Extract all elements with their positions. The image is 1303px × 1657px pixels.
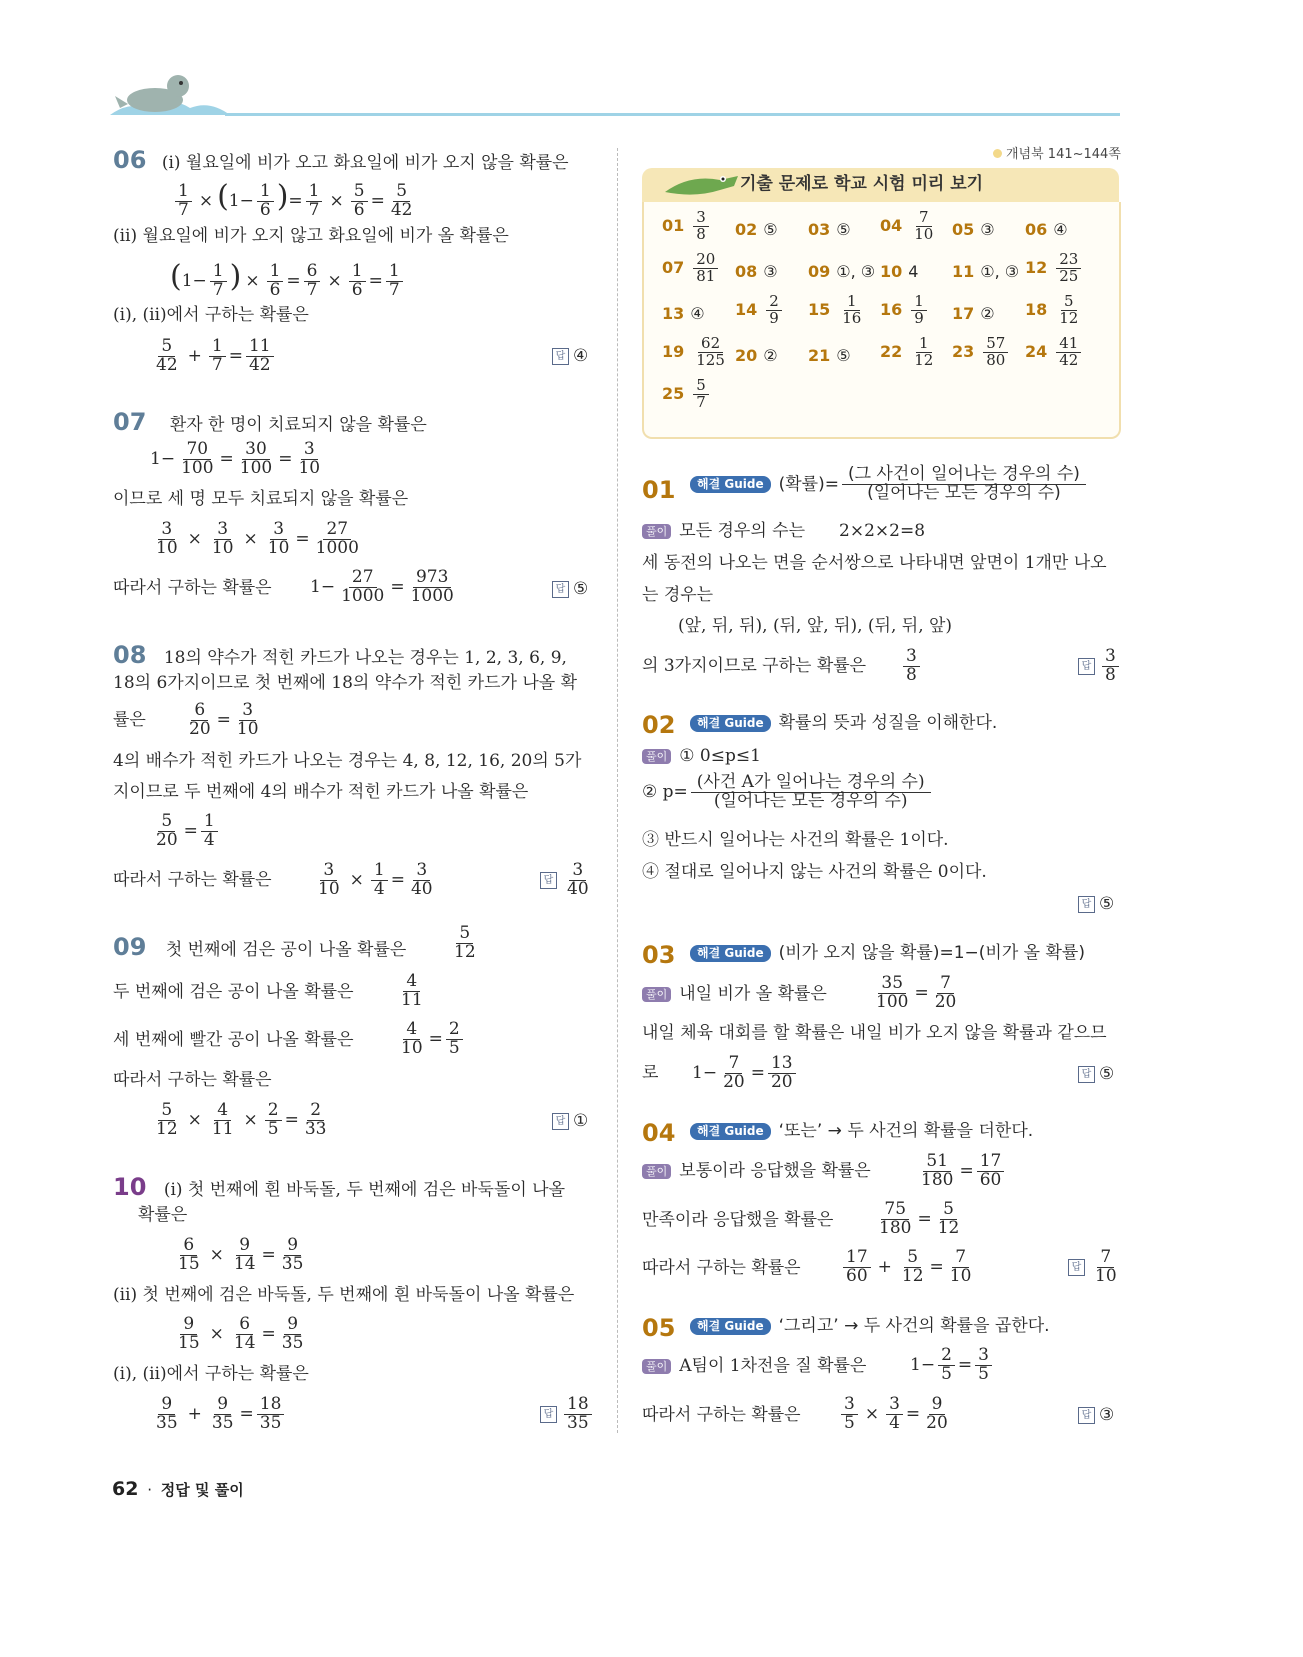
quick-answer-item — [735, 294, 785, 327]
quick-answer-fraction: $\frac{57}{80}$ — [983, 336, 1008, 369]
solution-text: 는 경우는 — [642, 585, 714, 605]
quick-answer-item — [1025, 220, 1068, 240]
answer-10: 답 $\frac{18}{35}$ — [540, 1396, 595, 1433]
quick-answer-number: 13 — [662, 304, 685, 323]
problem-text: 따라서 구하는 확률은 — [113, 578, 272, 598]
problem-text: 따라서 구하는 확률은 — [113, 870, 272, 890]
solution-05: 05 — [642, 1314, 676, 1342]
solution-text: 풀이 ① 0≤p≤1 — [642, 746, 761, 767]
column-divider — [617, 148, 618, 1433]
quick-answer-item — [880, 210, 939, 243]
quick-answer-fraction: $\frac{20}{81}$ — [693, 252, 718, 285]
quick-answer-value: ①, ③ — [836, 262, 876, 281]
problem-text: 률은 — [113, 710, 146, 730]
quick-answer-fraction: $\frac{7}{10}$ — [914, 208, 934, 243]
equation: $\frac{6}{15}$ × $\frac{9}{14}$ = $\frac{9}{35}$ — [178, 1235, 304, 1274]
answer-08: 답 $\frac{3}{40}$ — [540, 862, 595, 899]
header-rule — [225, 113, 1120, 116]
quick-answer-fraction: $\frac{5}{7}$ — [693, 378, 709, 411]
quick-answer-item — [735, 262, 778, 282]
quick-answer-number: 02 — [735, 220, 758, 239]
answer-r05: 답 ③ — [1078, 1405, 1114, 1426]
banner-title: 기출 문제로 학교 시험 미리 보기 — [740, 174, 984, 194]
answer-r01: 답 $\frac{3}{8}$ — [1078, 648, 1122, 685]
solution-text: 따라서 구하는 확률은 — [642, 1258, 801, 1278]
problem-text: (ⅱ) 월요일에 비가 오지 않고 화요일에 비가 올 확률은 — [113, 226, 509, 246]
guide-04: 해결 Guide ‘또는’ → 두 사건의 확률을 더한다. — [690, 1121, 1033, 1142]
quick-answer-number: 11 — [952, 262, 975, 281]
problem-text: 4의 배수가 적힌 카드가 나오는 경우는 4, 8, 12, 16, 20의 5가 — [113, 751, 582, 771]
solution-02: 02 — [642, 711, 676, 739]
quick-answer-number: 14 — [735, 299, 758, 319]
solution-text: 풀이 내일 비가 올 확률은 — [642, 984, 827, 1005]
quick-answer-item — [952, 336, 1011, 369]
quick-answer-item — [952, 304, 995, 324]
solution-text: ② p= $\frac{\text{(사건 A가 일어나는 경우의 수)}}{\text{(일어나는 모든 경우의 수)}}$ — [642, 774, 934, 811]
quick-answer-item — [662, 378, 712, 411]
guide-02: 해결 Guide 확률의 뜻과 성질을 이해한다. — [690, 713, 997, 734]
problem-text: 따라서 구하는 확률은 — [113, 1070, 272, 1090]
quick-answer-number: 10 — [880, 262, 903, 281]
quick-answer-value: ⑤ — [836, 346, 851, 365]
quick-answer-number: 05 — [952, 220, 975, 239]
quick-answer-number: 20 — [735, 346, 758, 365]
quick-answer-fraction: $\frac{1}{16}$ — [842, 292, 862, 327]
problem-09: 09 첫 번째에 검은 공이 나올 확률은 — [113, 933, 407, 961]
quick-answer-number: 08 — [735, 262, 758, 281]
equation: $\frac{4}{10}$ = $\frac{2}{5}$ — [395, 1021, 466, 1058]
seal-mascot-icon — [110, 70, 230, 120]
answer-r02: 답 ⑤ — [1078, 894, 1114, 915]
problem-text: 지이므로 두 번째에 4의 배수가 적힌 카드가 나올 확률은 — [113, 782, 529, 802]
problem-10: 10 (ⅰ) 첫 번째에 흰 바둑돌, 두 번째에 검은 바둑돌이 나올 — [113, 1173, 565, 1201]
quick-answer-item — [808, 262, 875, 282]
quick-answer-number: 15 — [808, 299, 831, 319]
equation: $\frac{6}{20}$ = $\frac{3}{10}$ — [189, 700, 259, 739]
solution-text: (앞, 뒤, 뒤), (뒤, 앞, 뒤), (뒤, 뒤, 앞) — [678, 616, 953, 636]
equation: $\frac{3}{10}$ × $\frac{3}{10}$ × $\frac{3}{10}$ = $\frac{27}{1000}$ — [156, 519, 359, 558]
quick-answer-item — [952, 220, 995, 240]
equation: $\frac{9}{35}$ + $\frac{9}{35}$ = $\frac{18}{35}$ — [150, 1396, 287, 1433]
quick-answer-item — [662, 252, 721, 285]
quick-answer-value: ② — [980, 304, 995, 323]
quick-answer-item — [880, 294, 930, 327]
book-reference: 개념북 141~144쪽 — [993, 147, 1121, 163]
quick-answer-item — [735, 346, 778, 366]
equation: 1− $\frac{70}{100}$ = $\frac{30}{100}$ = $\frac{3}{10}$ — [150, 439, 321, 478]
page-number: 62 — [112, 1478, 139, 1500]
solution-text: 따라서 구하는 확률은 — [642, 1405, 801, 1425]
problem-text: (ⅰ), (ⅱ)에서 구하는 확률은 — [113, 1364, 309, 1384]
quick-answer-number: 07 — [662, 257, 685, 277]
solution-text: 의 3가지이므로 구하는 확률은 — [642, 656, 867, 676]
solution-03: 03 — [642, 941, 676, 969]
quick-answer-fraction: $\frac{2}{9}$ — [766, 294, 782, 327]
equation: (1− $\frac{1}{7}$ ) × $\frac{1}{6}$ = $\frac{6}{7}$ × $\frac{1}{6}$ = $\frac{1}{7}$ — [170, 258, 406, 300]
equation: $\frac{9}{15}$ × $\frac{6}{14}$ = $\frac{9}{35}$ — [178, 1314, 304, 1353]
quick-answer-item — [880, 336, 939, 369]
problem-07: 07 환자 한 명이 치료되지 않을 확률은 — [113, 408, 427, 436]
equation: $\frac{51}{180}$ = $\frac{17}{60}$ — [915, 1153, 1007, 1190]
problem-08: 08 18의 약수가 적힌 카드가 나오는 경우는 1, 2, 3, 6, 9, — [113, 641, 567, 669]
equation: 1− $\frac{2}{5}$ = $\frac{3}{5}$ — [910, 1347, 995, 1384]
problem-text: (ⅰ) 월요일에 비가 오고 화요일에 비가 오지 않을 확률은 — [161, 153, 569, 173]
quick-answer-item — [808, 294, 867, 327]
equation: $\frac{5}{42}$ + $\frac{1}{7}$ = $\frac{11}{42}$ — [150, 338, 277, 375]
quick-answer-number: 12 — [1025, 257, 1048, 277]
solution-text: 로 — [642, 1063, 659, 1083]
quick-answer-number: 03 — [808, 220, 831, 239]
quick-answer-number: 04 — [880, 215, 903, 235]
solution-text: 세 동전의 나오는 면을 순서쌍으로 나타내면 앞면이 1개만 나오 — [642, 553, 1107, 573]
quick-answer-item — [808, 346, 851, 366]
problem-text: 세 번째에 빨간 공이 나올 확률은 — [113, 1030, 354, 1050]
solution-01: 01 — [642, 476, 676, 504]
equation: $\frac{4}{11}$ — [401, 971, 423, 1010]
equation: $\frac{5}{12}$ — [454, 923, 476, 962]
quick-answer-fraction: $\frac{62}{125}$ — [696, 334, 725, 369]
problem-text: 이므로 세 명 모두 치료되지 않을 확률은 — [113, 489, 409, 509]
answer-r04: 답 $\frac{7}{10}$ — [1068, 1249, 1123, 1286]
quick-answer-fraction: $\frac{41}{42}$ — [1056, 336, 1081, 369]
quick-answer-item — [1025, 336, 1084, 369]
quick-answer-number: 06 — [1025, 220, 1048, 239]
answer-07: 답 ⑤ — [552, 579, 588, 600]
solution-text: ④ 절대로 일어나지 않는 사건의 확률은 0이다. — [642, 862, 987, 882]
guide-01: 해결 Guide (확률)= $\frac{\text{(그 사건이 일어나는 경우의 수)}}{\text{(일어나는 모든 경우의 수)}}$ — [690, 466, 1089, 503]
answer-09: 답 ① — [552, 1111, 588, 1132]
quick-answer-number: 18 — [1025, 299, 1048, 319]
footer-label: 정답 및 풀이 — [160, 1481, 244, 1499]
quick-answer-fraction: $\frac{23}{25}$ — [1056, 252, 1081, 285]
solution-text: 풀이 모든 경우의 수는 2×2×2=8 — [642, 521, 925, 542]
quick-answer-number: 22 — [880, 341, 903, 361]
quick-answer-number: 23 — [952, 341, 975, 361]
quick-answer-number: 09 — [808, 262, 831, 281]
answer-06: 답 ④ — [552, 346, 588, 367]
quick-answer-item — [1025, 252, 1084, 285]
quick-answer-value: ② — [763, 346, 778, 365]
quick-answer-value: ①, ③ — [980, 262, 1020, 281]
quick-answer-number: 19 — [662, 341, 685, 361]
quick-answer-fraction: $\frac{1}{12}$ — [914, 334, 934, 369]
solution-04: 04 — [642, 1119, 676, 1147]
quick-answer-value: ④ — [690, 304, 705, 323]
equation: $\frac{3}{8}$ — [900, 648, 923, 685]
solution-text: ③ 반드시 일어나는 사건의 확률은 1이다. — [642, 830, 949, 850]
equation: $\frac{5}{20}$ = $\frac{1}{4}$ — [150, 813, 221, 850]
quick-answer-value: ⑤ — [763, 220, 778, 239]
problem-number: 06 — [113, 146, 147, 174]
guide-05: 해결 Guide ‘그리고’ → 두 사건의 확률을 곱한다. — [690, 1316, 1050, 1337]
answer-r03: 답 ⑤ — [1078, 1064, 1114, 1085]
problem-text: 확률은 — [138, 1205, 188, 1225]
equation: $\frac{3}{5}$ × $\frac{3}{4}$ = $\frac{9}{20}$ — [838, 1396, 954, 1433]
equation: $\frac{5}{12}$ × $\frac{4}{11}$ × $\frac{2}{5}$ = $\frac{2}{33}$ — [156, 1100, 327, 1139]
quick-answer-number: 25 — [662, 383, 685, 403]
quick-answer-item — [952, 262, 1019, 282]
solution-text: 내일 체육 대회를 할 확률은 내일 비가 오지 않을 확률과 같으므 — [642, 1023, 1107, 1043]
quick-answer-item — [662, 304, 705, 324]
problem-text: 18의 6가지이므로 첫 번째에 18의 약수가 적힌 카드가 나올 확 — [113, 673, 577, 693]
footer: 62 · 정답 및 풀이 — [112, 1478, 244, 1500]
problem-text: 두 번째에 검은 공이 나올 확률은 — [113, 982, 354, 1002]
equation: 1− $\frac{7}{20}$ = $\frac{13}{20}$ — [692, 1055, 799, 1092]
quick-answer-item — [735, 220, 778, 240]
quick-answer-number: 17 — [952, 304, 975, 323]
quick-answer-item — [880, 262, 918, 282]
solution-text: 만족이라 응답했을 확률은 — [642, 1210, 834, 1230]
quick-answer-value: ⑤ — [836, 220, 851, 239]
quick-answer-fraction: $\frac{3}{8}$ — [693, 210, 709, 243]
quick-answer-item — [808, 220, 851, 240]
quick-answer-item — [1025, 294, 1084, 327]
quick-answer-item — [662, 336, 731, 369]
crocodile-mascot-icon — [660, 162, 740, 202]
quick-answer-value: 4 — [908, 262, 919, 281]
quick-answer-number: 01 — [662, 215, 685, 235]
equation: $\frac{35}{100}$ = $\frac{7}{20}$ — [876, 973, 957, 1012]
equation: $\frac{1}{7}$ × (1− $\frac{1}{6}$ )= $\frac{1}{7}$ × $\frac{5}{6}$ = $\frac{5}{42}$ — [172, 178, 418, 220]
equation: $\frac{3}{10}$ × $\frac{1}{4}$ = $\frac{3}{40}$ — [318, 860, 433, 899]
guide-03: 해결 Guide (비가 오지 않을 확률)=1−(비가 올 확률) — [690, 943, 1085, 964]
solution-text: 풀이 보통이라 응답했을 확률은 — [642, 1161, 871, 1182]
quick-answer-item — [662, 210, 712, 243]
solution-text: 풀이 A팀이 1차전을 질 확률은 — [642, 1356, 866, 1377]
problem-text: (ⅰ), (ⅱ)에서 구하는 확률은 — [113, 305, 309, 325]
problem-06 — [113, 145, 569, 175]
problem-text: (ⅱ) 첫 번째에 검은 바둑돌, 두 번째에 흰 바둑돌이 나올 확률은 — [113, 1285, 575, 1305]
quick-answer-value: ④ — [1053, 220, 1068, 239]
equation: $\frac{17}{60}$ + $\frac{5}{12}$ = $\frac{7}{10}$ — [840, 1249, 977, 1286]
quick-answer-fraction: $\frac{5}{12}$ — [1059, 292, 1079, 327]
quick-answer-value: ③ — [980, 220, 995, 239]
quick-answer-fraction: $\frac{1}{9}$ — [911, 294, 927, 327]
quick-answer-value: ③ — [763, 262, 778, 281]
equation: 1− $\frac{27}{1000}$ = $\frac{973}{1000}$ — [310, 567, 454, 606]
quick-answer-number: 16 — [880, 299, 903, 319]
quick-answer-number: 21 — [808, 346, 831, 365]
quick-answer-number: 24 — [1025, 341, 1048, 361]
equation: $\frac{75}{180}$ = $\frac{5}{12}$ — [879, 1199, 960, 1238]
